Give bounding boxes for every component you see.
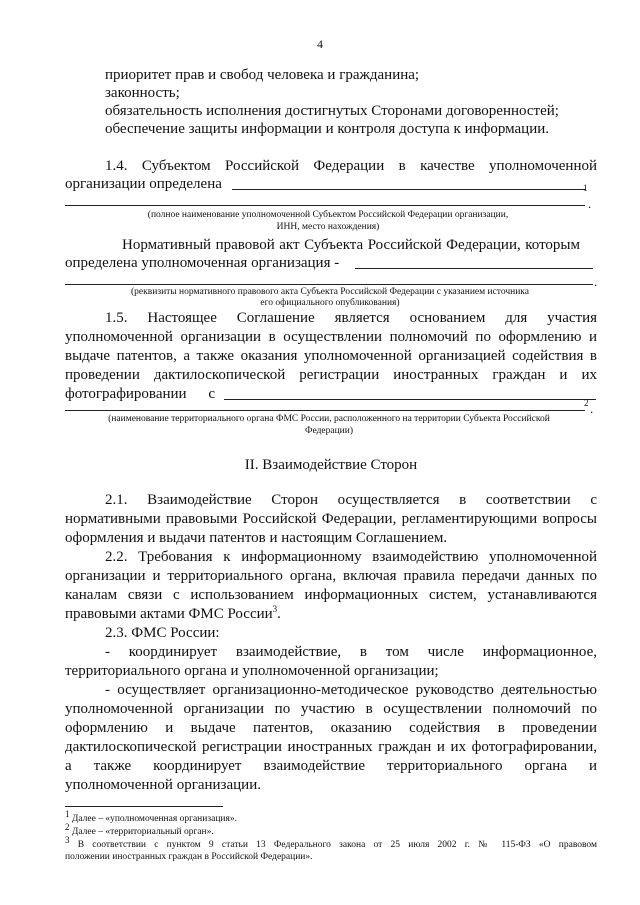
- footnote-text: положении иностранных граждан в Российской Федерации».: [65, 852, 313, 862]
- fill-in-line: [65, 205, 585, 206]
- caption-org-name: ИНН, место нахождения): [276, 222, 380, 232]
- paragraph-2-2-line: каналам связи с использованием информационных систем, устанавливаются: [65, 587, 597, 603]
- paragraph-1-4-line: организации определена: [65, 176, 222, 192]
- footnote-mark: 3: [65, 834, 70, 845]
- footnote-ref-2: 2: [584, 398, 589, 408]
- footnote-text: Далее – «территориальный орган».: [71, 827, 214, 837]
- fill-in-line: [65, 410, 585, 411]
- paragraph-1-5-line: 1.5. Настоящее Соглашение является основанием для участия: [105, 310, 597, 326]
- fill-in-line: [232, 189, 586, 190]
- caption-territorial-body: Федерации): [304, 426, 354, 436]
- paragraph-2-3-heading: 2.3. ФМС России:: [105, 625, 220, 641]
- footnote: [65, 834, 597, 851]
- fill-in-line: [355, 268, 593, 269]
- footnote-mark: 1: [65, 808, 70, 819]
- section-title: II. Взаимодействие Сторон: [244, 457, 418, 473]
- line-end-dot: .: [588, 196, 592, 211]
- paragraph-1-5-line: выдаче патентов, а также оказания уполномоченной организацией содействия в: [65, 348, 597, 364]
- footnote-ref-1: 1: [583, 183, 588, 193]
- paragraph-2-3-line: территориального органа и уполномоченной организации;: [65, 663, 439, 679]
- line-end-dot: .: [594, 274, 598, 289]
- paragraph-2-1-line: оформления и выдачи патентов и настоящим Соглашением.: [65, 530, 448, 546]
- paragraph-2-2-text: правовыми актами ФМС России: [65, 606, 273, 622]
- paragraph-1-5-line: проведении дактилоскопической регистрации иностранных граждан и их: [65, 367, 597, 383]
- line-end-dot: .: [590, 401, 594, 416]
- footnote: [65, 808, 237, 825]
- paragraph-1-5-line: уполномоченной организации в осуществлении полномочий по оформлению и: [65, 329, 597, 345]
- paragraph-1-5-line: фотографировании с: [65, 386, 215, 402]
- paragraph-2-3-line: оформлению и выдаче патентов, оказанию содействия в проведении: [65, 720, 597, 736]
- paragraph-2-2-line: 2.2. Требования к информационному взаимодействию уполномоченной: [105, 549, 597, 565]
- paragraph-2-3-line: уполномоченной организации по участию в осуществлении полномочий по: [65, 701, 597, 717]
- principle-line: обеспечение защиты информации и контроля доступа к информации.: [105, 121, 549, 137]
- principle-line: законность;: [105, 85, 180, 101]
- paragraph-2-3-line: уполномоченной организации.: [65, 777, 261, 793]
- paragraph-2-2-line: [65, 605, 281, 623]
- principle-line: приоритет прав и свобод человека и гражданина;: [105, 67, 420, 83]
- caption-territorial-body: (наименование территориального органа ФМС России, расположенного на территории Субъекта Российской: [108, 414, 550, 424]
- footnote-text: В соответствии с пунктом 9 статьи 13 Федерального закона от 25 июля 2002 г. № 115-ФЗ «О правовом: [77, 840, 597, 850]
- footnote-text: Далее – «уполномоченная организация».: [71, 814, 237, 824]
- footnote: [65, 821, 214, 838]
- footnote-mark: 2: [65, 821, 70, 832]
- footnote: [65, 851, 313, 863]
- caption-org-name: (полное наименование уполномоченной Субъектом Российской Федерации организации,: [147, 210, 509, 220]
- paragraph-2-1-line: 2.1. Взаимодействие Сторон осуществляется в соответствии с: [105, 492, 597, 508]
- period: .: [277, 606, 281, 622]
- page-number: 4: [317, 37, 323, 51]
- paragraph-2-3-line: - осуществляет организационно-методическое руководство деятельностью: [105, 682, 597, 698]
- paragraph-2-2-line: организации и территориального органа, включая правила передачи данных по: [65, 568, 597, 584]
- paragraph-2-3-line: а также координирует взаимодействие территориального органа и: [65, 758, 597, 774]
- fill-in-line: [224, 399, 596, 400]
- paragraph-2-3-line: дактилоскопической регистрации иностранных граждан и их фотографировании,: [65, 739, 597, 755]
- footnote-separator: [65, 806, 223, 807]
- principle-line: обязательность исполнения достигнутых Сторонами договоренностей;: [105, 103, 559, 119]
- caption-act: его официального опубликования): [260, 298, 400, 308]
- paragraph-2-1-line: нормативными правовыми Российской Федерации, регламентирующими вопросы: [65, 511, 597, 527]
- footnote-ref-3: 3: [272, 604, 278, 614]
- act-line: Нормативный правовой акт Субъекта Российской Федерации, которым: [122, 237, 580, 253]
- paragraph-2-3-line: - координирует взаимодействие, в том числе информационное,: [105, 644, 597, 660]
- caption-act: (реквизиты нормативного правового акта Субъекта Российской Федерации с указанием источника: [131, 287, 529, 297]
- fill-in-line: [65, 284, 593, 285]
- paragraph-1-4-line: 1.4. Субъектом Российской Федерации в качестве уполномоченной: [105, 158, 597, 174]
- act-line: определена уполномоченная организация -: [65, 255, 340, 271]
